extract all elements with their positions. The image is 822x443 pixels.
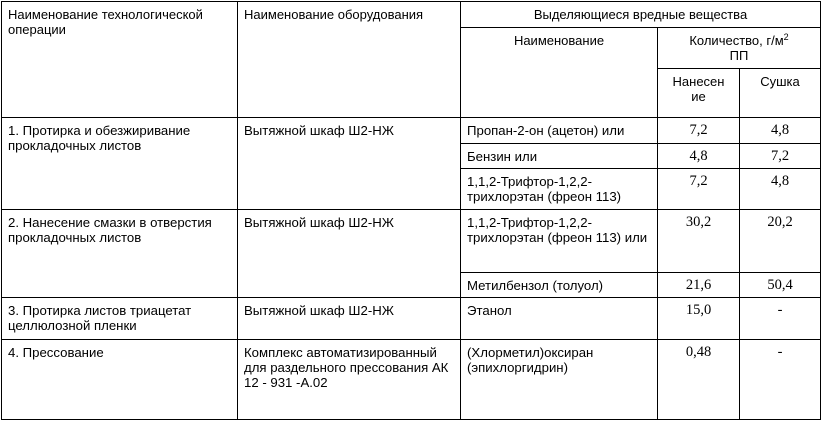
row3-substance-1-drying: - (740, 298, 821, 340)
row1-substance-1-drying: 4,8 (740, 118, 821, 144)
row4-substance-1-application: 0,48 (658, 340, 740, 420)
row1-substance-3-application: 7,2 (658, 169, 740, 210)
row1-substance-1: Пропан-2-он (ацетон) или (461, 118, 658, 144)
row1-substance-2-drying: 7,2 (740, 144, 821, 169)
header-application: Нанесен ие (658, 69, 740, 118)
row1-substance-3: 1,1,2-Трифтор-1,2,2-трихлорэтан (фреон 113) (461, 169, 658, 210)
header-drying: Сушка (740, 69, 821, 118)
row1-equipment: Вытяжной шкаф Ш2-НЖ (238, 118, 461, 210)
header-operation: Наименование технологической операции (2, 2, 238, 118)
row1-substance-1-application: 7,2 (658, 118, 740, 144)
row1-substance-2: Бензин или (461, 144, 658, 169)
row4-substance-1-drying: - (740, 340, 821, 420)
quantity-label: Количество, г/м (689, 33, 784, 48)
quantity-unit: ПП (729, 48, 749, 64)
row4-equipment: Комплекс автоматизированный для раздельного прессования АК 12 - 931 -А.02 (238, 340, 461, 420)
row3-substance-1-application: 15,0 (658, 298, 740, 340)
row3-equipment: Вытяжной шкаф Ш2-НЖ (238, 298, 461, 340)
row1-operation: 1. Протирка и обезжиривание прокладочных листов (2, 118, 238, 210)
row2-operation: 2. Нанесение смазки в отверстия прокладочных листов (2, 210, 238, 298)
row4-operation: 4. Прессование (2, 340, 238, 420)
row2-substance-2: Метилбензол (толуол) (461, 273, 658, 298)
row2-substance-1-drying: 20,2 (740, 210, 821, 273)
row4-substance-1: (Хлорметил)оксиран (эпихлоргидрин) (461, 340, 658, 420)
header-substance-name: Наименование (461, 28, 658, 118)
row2-substance-1-application: 30,2 (658, 210, 740, 273)
header-substances: Выделяющиеся вредные вещества (461, 2, 821, 28)
header-equipment: Наименование оборудования (238, 2, 461, 118)
row2-substance-1: 1,1,2-Трифтор-1,2,2-трихлорэтан (фреон 113) или (461, 210, 658, 273)
emissions-table (1, 1, 821, 420)
row3-substance-1: Этанол (461, 298, 658, 340)
quantity-sup: 2 (783, 32, 789, 42)
header-quantity (658, 28, 821, 69)
row2-substance-2-application: 21,6 (658, 273, 740, 298)
row1-substance-3-drying: 4,8 (740, 169, 821, 210)
row1-substance-2-application: 4,8 (658, 144, 740, 169)
row2-equipment: Вытяжной шкаф Ш2-НЖ (238, 210, 461, 298)
row2-substance-2-drying: 50,4 (740, 273, 821, 298)
row3-operation: 3. Протирка листов триацетат целлюлозной пленки (2, 298, 238, 340)
